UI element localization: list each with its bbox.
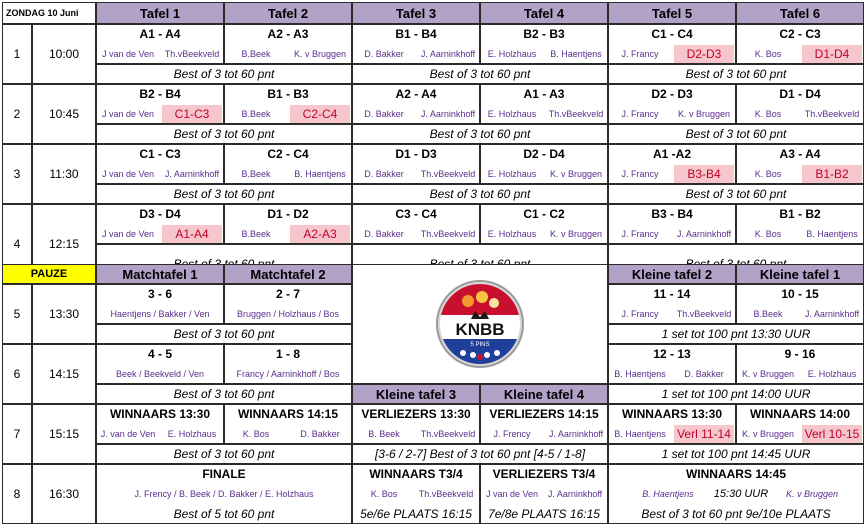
- r1-t1-player-a: J van de Ven: [101, 49, 155, 59]
- r8-wt-player-a: K. Bos: [370, 489, 398, 499]
- r4-t2-match: D1 - D2: [267, 207, 309, 221]
- r7-w1-match: WINNAARS 13:30: [109, 407, 211, 421]
- r4-t6-player-a: K. Bos: [754, 229, 782, 239]
- r7-w4-match: WINNAARS 14:00: [749, 407, 851, 421]
- row-number: 1: [2, 24, 32, 84]
- r1-t1-player-b: Th.vBeekveld: [164, 49, 220, 59]
- r7-w-format: Best of 3 tot 60 pnt: [96, 444, 352, 464]
- r8-vt-match: VERLIEZERS T3/4: [492, 467, 596, 481]
- r7-w3-match: WINNAARS 13:30: [621, 407, 723, 421]
- header-kleine2: Kleine tafel 2: [608, 264, 736, 284]
- r2-t5-player-b: K. v Bruggen: [677, 109, 731, 119]
- pauze-label: PAUZE: [2, 264, 96, 284]
- r2-t4-player-b: Th.vBeekveld: [548, 109, 604, 119]
- r5-m1-match: 3 - 6: [147, 287, 172, 301]
- r2-t5t6-format: Best of 3 tot 60 pnt: [608, 124, 864, 144]
- r1-t5-match: C1 - C4: [651, 27, 693, 41]
- header-matchtafel1: Matchtafel 1: [96, 264, 224, 284]
- r5-m2-match: 2 - 7: [275, 287, 300, 301]
- r4-t5-match: B3 - B4: [651, 207, 693, 221]
- r6-k1-player-b: E. Holzhaus: [807, 369, 857, 379]
- r2-t3-player-b: J. Aarninkhoff: [420, 109, 476, 119]
- r2-t3-player-a: D. Bakker: [364, 109, 404, 119]
- r5-match-format: Best of 3 tot 60 pnt: [96, 324, 352, 344]
- r5-k1-player-a: B.Beek: [753, 309, 783, 319]
- r5-k2-match: 11 - 14: [653, 287, 691, 301]
- row-number: 4: [2, 204, 32, 284]
- r7-w2-match: WINNAARS 14:15: [237, 407, 339, 421]
- r3-t4-player-a: E. Holzhaus: [487, 169, 537, 179]
- r8-finale-match: FINALE: [202, 467, 246, 481]
- r4-t2-player-a: B.Beek: [241, 229, 271, 239]
- r7-v1-player-a: B. Beek: [368, 429, 400, 439]
- r4-t4-match: C1 - C2: [523, 207, 565, 221]
- r4-t3-player-a: D. Bakker: [364, 229, 404, 239]
- r2-t2-match: B1 - B3: [267, 87, 309, 101]
- header-tafel2: Tafel 2: [224, 2, 352, 24]
- r4-t3-match: C3 - C4: [395, 207, 437, 221]
- r8-vt-player-a: J van de Ven: [485, 489, 539, 499]
- r8-wt-match: WINNAARS T3/4: [369, 467, 463, 481]
- r4-t2-player-b: A2-A3: [290, 225, 350, 243]
- r2-t5-match: D2 - D3: [651, 87, 693, 101]
- r5-k1-player-b: J. Aarninkhoff: [804, 309, 860, 319]
- r2-t2-player-a: B.Beek: [241, 109, 271, 119]
- r8-wt-player-b: Th.vBeekveld: [418, 489, 474, 499]
- r3-t4-player-b: K. v Bruggen: [549, 169, 603, 179]
- r7-w4-player-a: K. v Bruggen: [741, 429, 795, 439]
- r1-t3-match: B1 - B4: [395, 27, 437, 41]
- r1-t5t6-format: Best of 3 tot 60 pnt: [608, 64, 864, 84]
- r7-v2-player-b: J. Aarninkhoff: [548, 429, 604, 439]
- r6-k1-match: 9 - 16: [784, 347, 816, 361]
- r1-t5-player-a: J. Francy: [621, 49, 659, 59]
- row-number: 7: [2, 404, 32, 464]
- r5-k2-player-b: Th.vBeekveld: [676, 309, 732, 319]
- r1-t2-match: A2 - A3: [267, 27, 309, 41]
- r8-finale-format: Best of 5 tot 60 pnt: [173, 507, 275, 521]
- r5-m1-players: Haentjens / Bakker / Ven: [110, 309, 210, 319]
- row-time: 16:30: [32, 464, 96, 524]
- r7-w1-player-b: E. Holzhaus: [167, 429, 217, 439]
- r2-t2-player-b: C2-C4: [290, 105, 350, 123]
- r7-v1-match: VERLIEZERS 13:30: [361, 407, 471, 421]
- r2-t3t4-format: Best of 3 tot 60 pnt: [352, 124, 608, 144]
- r7-w4-player-b: Verl 10-15: [802, 425, 862, 443]
- r5-k2-player-a: J. Francy: [621, 309, 659, 319]
- r7-w1-player-a: J. van de Ven: [100, 429, 156, 439]
- r3-t1-match: C1 - C3: [139, 147, 181, 161]
- r8-finale-players: J. Frency / B. Beek / D. Bakker / E. Holzhaus: [134, 489, 314, 499]
- r1-t2-player-b: K. v Bruggen: [293, 49, 347, 59]
- r7-v2-player-a: J. Frency: [493, 429, 531, 439]
- logo-subtext: 5 PINS: [470, 342, 490, 348]
- r1-t6-player-a: K. Bos: [754, 49, 782, 59]
- r7-w2-player-b: D. Bakker: [300, 429, 340, 439]
- r3-t5t6-format: Best of 3 tot 60 pnt: [608, 184, 864, 204]
- r4-t1-player-a: J van de Ven: [101, 229, 155, 239]
- r3-t3-match: D1 - D3: [395, 147, 437, 161]
- r8-vt-player-b: J. Aarninkhoff: [547, 489, 603, 499]
- r7-v1-player-b: Th.vBeekveld: [420, 429, 476, 439]
- r2-t4-match: A1 - A3: [523, 87, 565, 101]
- header-tafel6: Tafel 6: [736, 2, 864, 24]
- r2-t6-player-a: K. Bos: [754, 109, 782, 119]
- r3-t6-player-b: B1-B2: [802, 165, 862, 183]
- logo-text: KNBB: [455, 320, 505, 339]
- r6-kleine-format: 1 set tot 100 pnt 14:00 UUR: [608, 384, 864, 404]
- r7-w3-player-b: Verl 11-14: [674, 425, 734, 443]
- r1-t4-player-a: E. Holzhaus: [487, 49, 537, 59]
- r3-t6-player-a: K. Bos: [754, 169, 782, 179]
- r6-m1-players: Beek / Beekveld / Ven: [115, 369, 205, 379]
- r6-k2-player-a: B. Haentjens: [614, 369, 666, 379]
- date-label: ZONDAG 10 Juni: [2, 2, 96, 24]
- row-time: 10:00: [32, 24, 96, 84]
- r1-t3-player-a: D. Bakker: [364, 49, 404, 59]
- r2-t6-match: D1 - D4: [779, 87, 821, 101]
- r2-t1-player-b: C1-C3: [162, 105, 222, 123]
- r3-t3t4-format: Best of 3 tot 60 pnt: [352, 184, 608, 204]
- row-time: 13:30: [32, 284, 96, 344]
- r4-t4-player-b: K. v Bruggen: [549, 229, 603, 239]
- r3-t1-player-a: J van de Ven: [101, 169, 155, 179]
- r4-t4-player-a: E. Holzhaus: [487, 229, 537, 239]
- r1-t3t4-format: Best of 3 tot 60 pnt: [352, 64, 608, 84]
- r7-v2-match: VERLIEZERS 14:15: [489, 407, 599, 421]
- header-tafel3: Tafel 3: [352, 2, 480, 24]
- r6-k2-match: 12 - 13: [653, 347, 691, 361]
- r3-t1t2-format: Best of 3 tot 60 pnt: [96, 184, 352, 204]
- r2-t5-player-a: J. Francy: [621, 109, 659, 119]
- r7-w2-player-a: K. Bos: [242, 429, 270, 439]
- r1-t2-player-a: B.Beek: [241, 49, 271, 59]
- row-number: 2: [2, 84, 32, 144]
- r3-t2-player-a: B.Beek: [241, 169, 271, 179]
- r1-t3-player-b: J. Aarninkhoff: [420, 49, 476, 59]
- row-number: 5: [2, 284, 32, 344]
- r8-vt-format: 7e/8e PLAATS 16:15: [488, 507, 600, 521]
- r1-t4-player-b: B. Haentjens: [550, 49, 602, 59]
- r6-m2-players: Francy / Aarninkhoff / Bos: [236, 369, 340, 379]
- header-matchtafel2: Matchtafel 2: [224, 264, 352, 284]
- r2-t1t2-format: Best of 3 tot 60 pnt: [96, 124, 352, 144]
- r6-m2-match: 1 - 8: [275, 347, 300, 361]
- header-kleine3: Kleine tafel 3: [352, 384, 480, 404]
- r4-t6-match: B1 - B2: [779, 207, 821, 221]
- r3-t3-player-a: D. Bakker: [364, 169, 404, 179]
- r3-t3-player-b: Th.vBeekveld: [420, 169, 476, 179]
- knbb-logo: [435, 279, 525, 369]
- row-time: 11:30: [32, 144, 96, 204]
- r4-t5-player-b: J. Aarninkhoff: [676, 229, 732, 239]
- r8-w5-format: Best of 3 tot 60 pnt 9e/10e PLAATS: [641, 507, 831, 521]
- r3-t2-player-b: B. Haentjens: [294, 169, 346, 179]
- header-tafel4: Tafel 4: [480, 2, 608, 24]
- r1-t6-match: C2 - C3: [779, 27, 821, 41]
- r4-t1-player-b: A1-A4: [162, 225, 222, 243]
- header-kleine1: Kleine tafel 1: [736, 264, 864, 284]
- r1-t1-match: A1 - A4: [139, 27, 181, 41]
- r5-m2-players: Bruggen / Holzhaus / Bos: [236, 309, 340, 319]
- r7-v-format: [3-6 / 2-7] Best of 3 tot 60 pnt [4-5 / 1-8]: [352, 444, 608, 464]
- header-tafel1: Tafel 1: [96, 2, 224, 24]
- r2-t4-player-a: E. Holzhaus: [487, 109, 537, 119]
- r6-match-format: Best of 3 tot 60 pnt: [96, 384, 352, 404]
- r2-t1-match: B2 - B4: [139, 87, 181, 101]
- row-number: 8: [2, 464, 32, 524]
- r8-w5-player-a: B. Haentjens: [642, 489, 694, 499]
- r6-k2-player-b: D. Bakker: [684, 369, 724, 379]
- r3-t5-player-b: B3-B4: [674, 165, 734, 183]
- r3-t5-match: A1 -A2: [652, 147, 691, 161]
- r4-t1-match: D3 - D4: [139, 207, 181, 221]
- r8-wt-format: 5e/6e PLAATS 16:15: [360, 507, 472, 521]
- r1-t5-player-b: D2-D3: [674, 45, 734, 63]
- r3-t4-match: D2 - D4: [523, 147, 565, 161]
- row-time: 12:15: [32, 204, 96, 284]
- row-number: 6: [2, 344, 32, 404]
- r5-kleine-format: 1 set tot 100 pnt 13:30 UUR: [608, 324, 864, 344]
- r3-t2-match: C2 - C4: [267, 147, 309, 161]
- row-time: 14:15: [32, 344, 96, 404]
- r6-k1-player-a: K. v Bruggen: [741, 369, 795, 379]
- r2-t3-match: A2 - A4: [395, 87, 437, 101]
- r2-t6-player-b: Th.vBeekveld: [804, 109, 860, 119]
- r3-t6-match: A3 - A4: [779, 147, 821, 161]
- r6-m1-match: 4 - 5: [147, 347, 172, 361]
- r5-k1-match: 10 - 15: [781, 287, 819, 301]
- header-kleine4: Kleine tafel 4: [480, 384, 608, 404]
- r3-t5-player-a: J. Francy: [621, 169, 659, 179]
- r8-w5-match: WINNAARS 14:45: [685, 467, 787, 481]
- r4-t3-player-b: Th.vBeekveld: [420, 229, 476, 239]
- r2-t1-player-a: J van de Ven: [101, 109, 155, 119]
- r7-w3-player-a: B. Haentjens: [614, 429, 666, 439]
- r4-t6-player-b: B. Haentjens: [806, 229, 858, 239]
- row-time: 15:15: [32, 404, 96, 464]
- r7-w34-format: 1 set tot 100 pnt 14:45 UUR: [608, 444, 864, 464]
- r3-t1-player-b: J. Aarninkhoff: [164, 169, 220, 179]
- header-tafel5: Tafel 5: [608, 2, 736, 24]
- r8-w5-time: 15:30 UUR: [713, 488, 769, 500]
- row-number: 3: [2, 144, 32, 204]
- r1-t4-match: B2 - B3: [523, 27, 565, 41]
- r1-t6-player-b: D1-D4: [802, 45, 862, 63]
- row-time: 10:45: [32, 84, 96, 144]
- r1-t1t2-format: Best of 3 tot 60 pnt: [96, 64, 352, 84]
- r8-w5-player-b: K. v Bruggen: [785, 489, 839, 499]
- r4-t5-player-a: J. Francy: [621, 229, 659, 239]
